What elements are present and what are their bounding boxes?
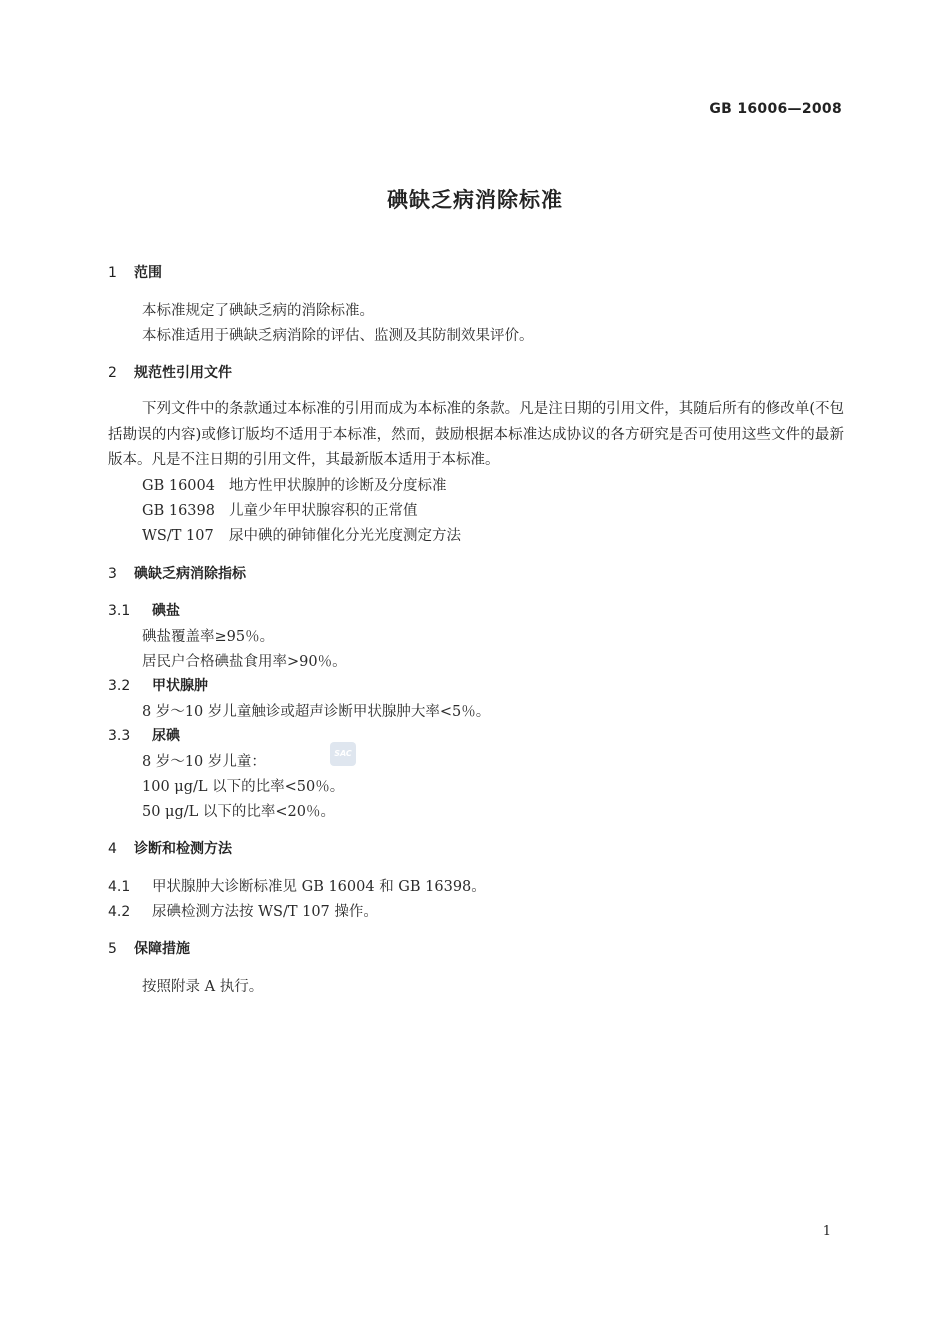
section-4-heading [108,838,232,858]
section-title: 碘缺乏病消除指标 [134,566,246,582]
subsection-3-2-heading [108,675,208,695]
reference-code: WS/T 107 [142,528,214,544]
clause-item [108,875,486,896]
reference-code: GB 16398 [142,503,215,519]
section-number: 4 [108,841,117,857]
normative-reference-paragraph: 下列文件中的条款通过本标准的引用而成为本标准的条款。凡是注日期的引用文件，其随后所有的修改单(不包括勘误的内容)或修订版均不适用于本标准，然而，鼓励根据本标准达成协议的各方研究是否可使用这些文件的最新版本。凡是不注日期的引用文件，其最新版本适用于本标准。 [108,401,844,468]
page-number: 1 [822,1224,831,1239]
reference-item [142,524,461,545]
section-title: 规范性引用文件 [134,365,232,381]
clause-number: 4.2 [108,904,131,920]
reference-name: 尿中碘的砷铈催化分光光度测定方法 [229,528,461,544]
section-title: 范围 [134,265,162,281]
subsection-3-3-heading [108,725,180,745]
paragraph-line: 本标准规定了碘缺乏病的消除标准。 [142,303,374,319]
section-number: 1 [108,265,117,281]
clause-text: 甲状腺肿大诊断标准见 GB 16004 和 GB 16398。 [152,879,486,895]
paragraph-line: 8 岁～10 岁儿童： [142,754,266,770]
reference-name: 地方性甲状腺肿的诊断及分度标准 [229,478,447,494]
section-3-heading [108,563,246,583]
reference-code: GB 16004 [142,478,215,494]
section-number: 3 [108,566,117,582]
standard-code: GB 16006—2008 [709,101,842,117]
paragraph-line: 居民户合格碘盐食用率>90％。 [142,654,347,670]
reference-item [142,499,418,520]
section-number: 2 [108,365,117,381]
clause-text: 尿碘检测方法按 WS/T 107 操作。 [152,904,378,920]
reference-item [142,474,447,495]
paragraph-line: 100 μg/L 以下的比率<50％。 [142,779,345,795]
paragraph-line: 按照附录 A 执行。 [142,979,264,995]
paragraph-line: 本标准适用于碘缺乏病消除的评估、监测及其防制效果评价。 [142,328,534,344]
paragraph-line: 50 μg/L 以下的比率<20％。 [142,804,335,820]
subsection-3-1-heading [108,600,180,620]
section-2-heading [108,362,232,382]
document-title: 碘缺乏病消除标准 [387,188,563,212]
section-1-heading [108,262,162,282]
paragraph-line: 8 岁～10 岁儿童触诊或超声诊断甲状腺肿大率<5％。 [142,704,491,720]
reference-name: 儿童少年甲状腺容积的正常值 [229,503,418,519]
section-title: 保障措施 [134,941,190,957]
subsection-title: 碘盐 [152,603,180,619]
subsection-title: 甲状腺肿 [152,678,208,694]
paragraph-line: 碘盐覆盖率≥95％。 [142,629,275,645]
subsection-number: 3.1 [108,603,131,619]
subsection-number: 3.2 [108,678,131,694]
section-number: 5 [108,941,117,957]
clause-number: 4.1 [108,879,131,895]
section-title: 诊断和检测方法 [134,841,232,857]
subsection-title: 尿碘 [152,728,180,744]
sac-watermark-logo: SAC [330,742,356,766]
subsection-number: 3.3 [108,728,131,744]
clause-item [108,900,378,921]
section-5-heading [108,938,190,958]
